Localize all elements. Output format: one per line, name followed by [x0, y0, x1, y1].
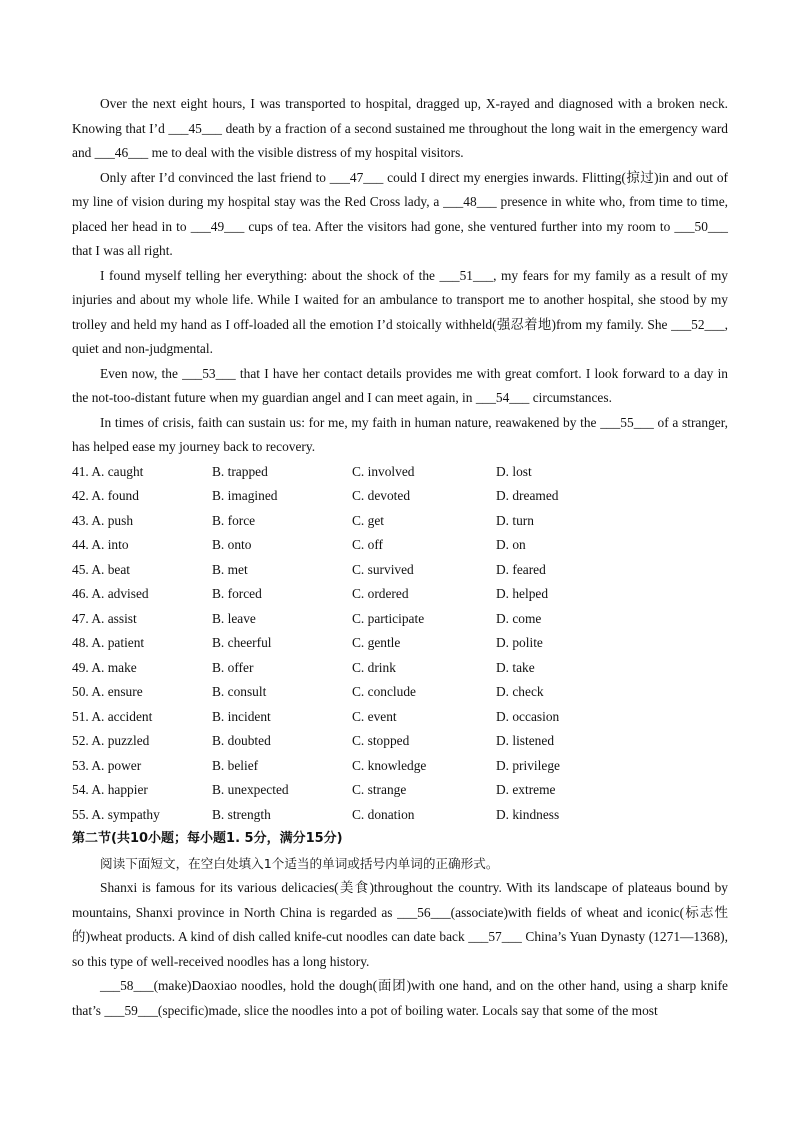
option-d: D. dreamed [496, 488, 559, 503]
option-row [72, 558, 728, 583]
option-c: C. knowledge [352, 757, 427, 773]
option-d: D. listened [496, 733, 555, 748]
option-b: B. forced [212, 586, 262, 601]
option-c: C. stopped [352, 733, 410, 748]
passage-paragraph-5: In times of crisis, faith can sustain us: for me, my faith in human nature, reawakened by the ___55___ of a stranger, has helped ease my journey back to recovery. [72, 414, 728, 454]
option-d: D. turn [496, 512, 534, 528]
option-row [72, 631, 728, 656]
option-b: B. incident [212, 708, 271, 724]
option-d: D. extreme [496, 782, 556, 797]
section2-paragraph-2: ___58___(make)Daoxiao noodles, hold the dough(面团)with one hand, and on the other hand, using a sharp knife that’s ___59___(specific)made, slice the noodles into a pot of boiling water. Locals say that some of the most [72, 978, 728, 1018]
option-a: 49. A. make [72, 659, 137, 675]
option-row [72, 533, 728, 558]
answer-options [72, 460, 728, 828]
option-row [72, 607, 728, 632]
option-row [72, 460, 728, 485]
option-a: 52. A. puzzled [72, 733, 150, 748]
option-row [72, 656, 728, 681]
option-c: C. involved [352, 463, 415, 479]
option-row [72, 582, 728, 607]
option-a: 41. A. caught [72, 463, 144, 479]
option-b: B. met [212, 561, 248, 577]
option-d: D. check [496, 684, 544, 699]
option-a: 50. A. ensure [72, 684, 143, 699]
option-a: 47. A. assist [72, 610, 137, 626]
option-row [72, 803, 728, 828]
option-a: 45. A. beat [72, 561, 131, 577]
option-row [72, 484, 728, 509]
option-c: C. survived [352, 561, 414, 577]
option-a: 42. A. found [72, 488, 139, 503]
option-a: 54. A. happier [72, 782, 148, 797]
option-b: B. cheerful [212, 635, 272, 650]
option-a: 48. A. patient [72, 635, 145, 650]
option-b: B. imagined [212, 488, 278, 503]
option-row [72, 680, 728, 705]
option-b: B. belief [212, 757, 259, 773]
option-a: 51. A. accident [72, 708, 153, 724]
section-instruction: 阅读下面短文，在空白处填入1个适当的单词或括号内单词的正确形式。 [100, 855, 499, 871]
option-d: D. occasion [496, 708, 560, 724]
option-b: B. consult [212, 684, 267, 699]
option-row [72, 509, 728, 534]
option-c: C. get [352, 512, 384, 528]
option-a: 44. A. into [72, 537, 129, 552]
option-a: 46. A. advised [72, 586, 149, 601]
option-d: D. on [496, 537, 526, 552]
option-c: C. devoted [352, 488, 411, 503]
option-c: C. ordered [352, 586, 409, 601]
option-row [72, 754, 728, 779]
option-b: B. offer [212, 659, 254, 675]
option-d: D. come [496, 610, 542, 626]
option-d: D. lost [496, 463, 532, 479]
option-b: B. onto [212, 537, 252, 552]
option-a: 55. A. sympathy [72, 806, 160, 822]
option-a: 43. A. push [72, 512, 134, 528]
option-d: D. take [496, 659, 535, 675]
option-c: C. gentle [352, 635, 401, 650]
option-d: D. privilege [496, 757, 560, 773]
option-d: D. polite [496, 635, 543, 650]
option-d: D. helped [496, 586, 549, 601]
passage-paragraph-2: Only after I’d convinced the last friend to ___47___ could I direct my energies inwards. Flitting(掠过)in and out of my line of vision during my hospital stay was the Red Cross lady, a ___48___ presence in white who, from time to time, placed her head in to ___49___ cups of tea. After the visitors had gone, she ventured further into my room to ___50___ that I was all right. [72, 169, 728, 258]
option-b: B. trapped [212, 463, 268, 479]
option-row [72, 729, 728, 754]
option-d: D. feared [496, 561, 546, 577]
section2-paragraph-1: Shanxi is famous for its various delicacies(美食)throughout the country. With its landscape of plateaus bound by mountains, Shanxi province in North China is regarded as ___56___(associate)with fields of wheat and iconic(标志性的)wheat products. A kind of dish called knife-cut noodles can date back ___57___ China’s Yuan Dynasty (1271—1368), so this type of well-received noodles has a long history. [72, 880, 728, 969]
passage-paragraph-1: Over the next eight hours, I was transported to hospital, dragged up, X-rayed and diagnosed with a broken neck. Knowing that I’d ___45___ death by a fraction of a second sustained me throughout the long wait in the emergency ward and ___46___ me to deal with the visible distress of my hospital visitors. [72, 96, 728, 160]
section-title: 第二节(共10小题；每小题1. 5分，满分15分) [72, 831, 343, 846]
option-c: C. donation [352, 806, 415, 822]
option-c: C. off [352, 537, 383, 552]
option-a: 53. A. power [72, 757, 142, 773]
option-c: C. strange [352, 782, 407, 797]
option-c: C. event [352, 708, 397, 724]
option-row [72, 778, 728, 803]
option-row [72, 705, 728, 730]
passage-paragraph-3: I found myself telling her everything: about the shock of the ___51___, my fears for my family as a result of my injuries and about my whole life. While I waited for an ambulance to transport me to another hospital, she stood by my trolley and held my hand as I off-loaded all the emotion I’d stoically withheld(强忍着地)from my family. She ___52___, quiet and non-judgmental. [72, 267, 728, 356]
option-b: B. unexpected [212, 782, 289, 797]
option-b: B. strength [212, 806, 271, 822]
option-b: B. leave [212, 610, 256, 626]
option-b: B. doubted [212, 733, 271, 748]
option-c: C. drink [352, 659, 396, 675]
option-d: D. kindness [496, 806, 560, 822]
option-c: C. conclude [352, 684, 416, 699]
option-c: C. participate [352, 610, 425, 626]
document-page [72, 92, 728, 1023]
passage-paragraph-4: Even now, the ___53___ that I have her contact details provides me with great comfort. I look forward to a day in the not-too-distant future when my guardian angel and I can meet again, in ___54___ circumstances. [72, 365, 728, 405]
option-b: B. force [212, 512, 256, 528]
